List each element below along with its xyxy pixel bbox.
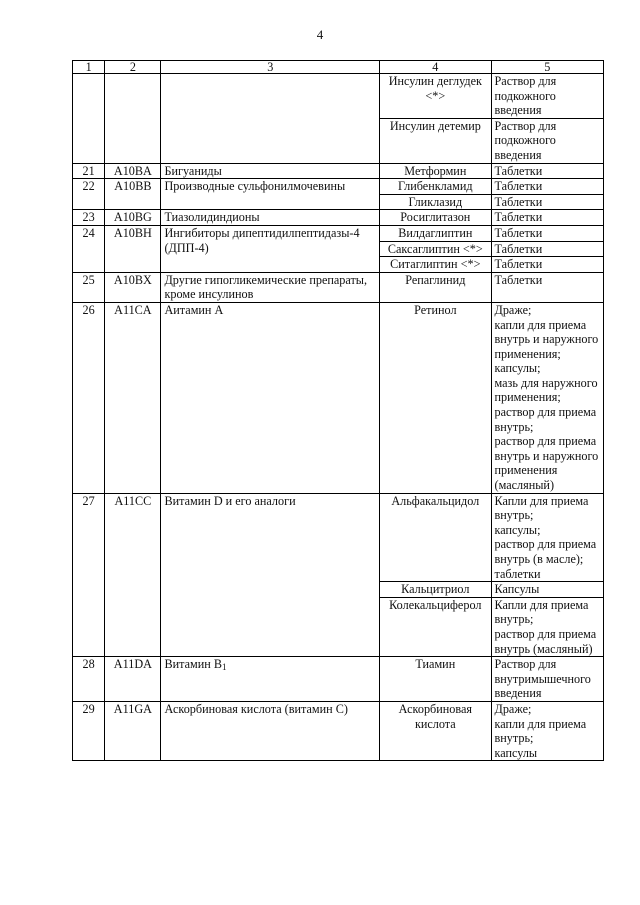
header-col-1: 1 (73, 61, 105, 74)
dosage-forms (491, 225, 603, 241)
dosage-form: Раствор для подкожного введения (494, 118, 557, 162)
drug-group (161, 272, 380, 302)
row-number: 26 (73, 302, 105, 493)
row-number: 21 (73, 163, 105, 179)
table-body (73, 74, 604, 761)
table-row (73, 701, 604, 760)
drug-name: Кальцитриол (380, 582, 491, 598)
dosage-forms (491, 493, 603, 582)
table-row (73, 272, 604, 302)
atc-code: A10BB (105, 179, 161, 210)
row-number: 23 (73, 210, 105, 226)
dosage-form: раствор для приема внутрь и наружного применения (масляный) (494, 434, 599, 493)
dosage-forms (491, 257, 603, 273)
drug-group (161, 493, 380, 657)
dosage-form: Таблетки (494, 225, 543, 240)
row-number (73, 74, 105, 164)
dosage-form: Таблетки (494, 241, 543, 256)
dosage-form: капсулы; (494, 361, 541, 376)
dosage-form: Капли для приема внутрь; (494, 597, 589, 627)
dosage-form: Раствор для внутримышечного введения (494, 657, 591, 701)
row-number: 27 (73, 493, 105, 657)
dosage-form: Капли для приема внутрь; (494, 493, 589, 523)
drug-group-label: Бигуаниды (164, 163, 222, 178)
dosage-form: капсулы; (494, 522, 541, 537)
drug-group-label: Ингибиторы дипептидилпептидазы-4 (ДПП-4) (164, 225, 360, 255)
drug-name: Колекальциферол (380, 597, 491, 656)
drug-name: Росиглитазон (380, 210, 491, 226)
atc-code: A10BX (105, 272, 161, 302)
drug-name: Аскорбиновая кислота (380, 701, 491, 760)
row-number: 22 (73, 179, 105, 210)
drug-name: Вилдаглиптин (380, 225, 491, 241)
atc-code (105, 74, 161, 164)
atc-code: A11CA (105, 302, 161, 493)
dosage-forms (491, 241, 603, 257)
drug-group (161, 701, 380, 760)
dosage-form: Таблетки (494, 272, 543, 287)
table-row (73, 225, 604, 241)
dosage-forms (491, 302, 603, 493)
table-row (73, 74, 604, 119)
dosage-form: капли для приема внутрь и наружного применения; (494, 317, 599, 361)
dosage-form: Драже; (494, 302, 532, 317)
dosage-form: Таблетки (494, 194, 543, 209)
atc-code: A10BG (105, 210, 161, 226)
drug-group (161, 657, 380, 702)
header-col-3: 3 (161, 61, 380, 74)
table-row (73, 179, 604, 195)
drug-name: Ситаглиптин <*> (380, 257, 491, 273)
drug-name: Ретинол (380, 302, 491, 493)
dosage-form: Таблетки (494, 210, 543, 225)
dosage-form: Драже; (494, 701, 532, 716)
atc-code: A10BH (105, 225, 161, 272)
table-header (73, 61, 604, 74)
drug-name: Репаглинид (380, 272, 491, 302)
header-col-4: 4 (380, 61, 491, 74)
drug-name: Метформин (380, 163, 491, 179)
table-row (73, 302, 604, 493)
drug-name: Инсулин детемир (380, 118, 491, 163)
table-row (73, 657, 604, 702)
dosage-forms (491, 179, 603, 195)
drug-group (161, 163, 380, 179)
drug-group-label: Другие гипогликемические препараты, кроме инсулинов (164, 272, 368, 302)
drug-table (72, 60, 604, 761)
drug-name: Тиамин (380, 657, 491, 702)
table-row (73, 163, 604, 179)
row-number: 28 (73, 657, 105, 702)
atc-code: A11DA (105, 657, 161, 702)
atc-code: A11GA (105, 701, 161, 760)
dosage-forms (491, 701, 603, 760)
drug-group (161, 74, 380, 164)
drug-group (161, 210, 380, 226)
header-col-5: 5 (491, 61, 603, 74)
drug-group (161, 225, 380, 272)
drug-name: Гликлазид (380, 194, 491, 210)
dosage-form: раствор для приема внутрь (масляный) (494, 626, 597, 656)
dosage-forms (491, 194, 603, 210)
dosage-forms (491, 657, 603, 702)
dosage-form: Капсулы (494, 582, 540, 597)
drug-name: Инсулин деглудек <*> (380, 74, 491, 119)
dosage-form: Раствор для подкожного введения (494, 74, 557, 118)
dosage-form: раствор для приема внутрь (в масле); (494, 537, 597, 566)
drug-group-label: Тиазолидиндионы (164, 210, 260, 225)
dosage-forms (491, 163, 603, 179)
drug-group-label: Витамин B (164, 657, 222, 672)
row-number: 24 (73, 225, 105, 272)
row-number: 25 (73, 272, 105, 302)
table-row (73, 493, 604, 582)
dosage-forms (491, 597, 603, 656)
dosage-form: Таблетки (494, 179, 543, 194)
drug-name: Альфакальцидол (380, 493, 491, 582)
header-row (73, 61, 604, 74)
dosage-form: таблетки (494, 566, 541, 581)
dosage-forms (491, 118, 603, 163)
drug-group-label: Аскорбиновая кислота (витамин С) (164, 701, 348, 716)
dosage-forms (491, 272, 603, 302)
drug-group-label: Витамин D и его аналоги (164, 493, 296, 508)
dosage-forms (491, 210, 603, 226)
drug-group-label: Производные сульфонилмочевины (164, 179, 346, 194)
drug-group-label: Аитамин А (164, 302, 224, 317)
dosage-forms (491, 582, 603, 598)
drug-name: Глибенкламид (380, 179, 491, 195)
drug-group (161, 179, 380, 210)
dosage-form: Таблетки (494, 257, 543, 272)
drug-name: Саксаглиптин <*> (380, 241, 491, 257)
dosage-form: капли для приема внутрь; (494, 716, 587, 746)
row-number: 29 (73, 701, 105, 760)
dosage-form: Таблетки (494, 163, 543, 178)
dosage-form: раствор для приема внутрь; (494, 405, 597, 434)
header-col-2: 2 (105, 61, 161, 74)
dosage-form: капсулы (494, 745, 538, 760)
table-row (73, 210, 604, 226)
drug-group-subscript: 1 (221, 662, 227, 673)
drug-group (161, 302, 380, 493)
dosage-form: мазь для наружного применения; (494, 375, 598, 405)
page-number: 4 (316, 27, 324, 42)
atc-code: A10BA (105, 163, 161, 179)
dosage-forms (491, 74, 603, 119)
atc-code: A11CC (105, 493, 161, 657)
